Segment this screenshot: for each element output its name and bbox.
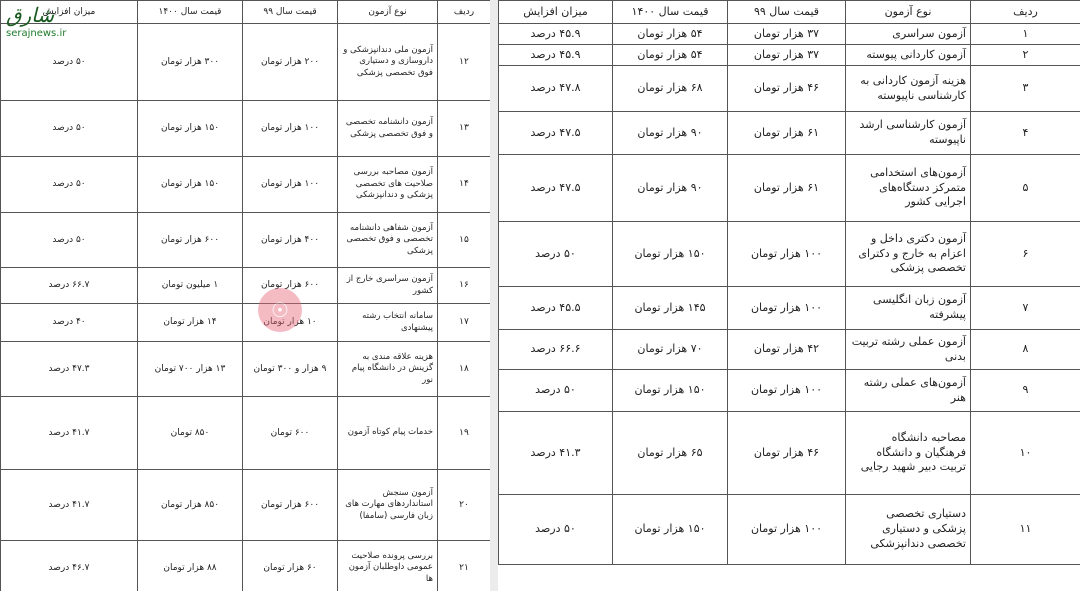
table-row <box>499 370 1080 412</box>
row-number-cell: ۱۰ <box>971 412 1080 495</box>
increase-cell: ۵۰ درصد <box>499 370 613 412</box>
header-row-number: ردیف <box>971 1 1080 24</box>
price-1400-cell: ۱۵۰ هزار تومان <box>613 222 728 287</box>
exam-type-cell: آزمون مصاحبه بررسی صلاحیت های تخصصی پزشکی و دندانپزشکی <box>338 157 438 213</box>
row-number-cell: ۷ <box>971 287 1080 330</box>
header-price-1400: قیمت سال ۱۴۰۰ <box>613 1 728 24</box>
table-row <box>499 330 1080 370</box>
increase-cell: ۴۱.۷ درصد <box>1 470 138 541</box>
increase-cell: ۵۰ درصد <box>1 101 138 157</box>
table-row <box>499 287 1080 330</box>
table-row <box>499 495 1080 565</box>
price-99-cell: ۴۲ هزار تومان <box>728 330 846 370</box>
increase-cell: ۴۵.۹ درصد <box>499 24 613 45</box>
table-row <box>1 304 491 342</box>
price-1400-cell: ۸۵۰ هزار تومان <box>138 470 243 541</box>
price-1400-cell: ۱۴۵ هزار تومان <box>613 287 728 330</box>
row-number-cell: ۱ <box>971 24 1080 45</box>
table-row <box>499 222 1080 287</box>
increase-cell: ۶۶.۶ درصد <box>499 330 613 370</box>
exam-type-cell: آزمون شفاهی دانشنامه تخصصی و فوق تخصصی پزشکی <box>338 213 438 268</box>
increase-cell: ۵۰ درصد <box>1 157 138 213</box>
price-99-cell: ۶۱ هزار تومان <box>728 155 846 222</box>
table-row <box>1 268 491 304</box>
price-99-cell: ۱۰۰ هزار تومان <box>243 101 338 157</box>
table-row <box>1 397 491 470</box>
price-99-cell: ۴۶ هزار تومان <box>728 412 846 495</box>
increase-cell: ۴۵.۵ درصد <box>499 287 613 330</box>
logo-site: serajnews.ir <box>6 28 67 39</box>
fee-table-part-2 <box>0 0 490 591</box>
price-1400-cell: ۱۳ هزار ۷۰۰ تومان <box>138 342 243 397</box>
table-row <box>1 157 491 213</box>
right-page <box>498 0 1080 591</box>
fee-table-part-1 <box>498 0 1080 565</box>
increase-cell: ۵۰ درصد <box>1 213 138 268</box>
row-number-cell: ۱۷ <box>438 304 491 342</box>
increase-cell: ۴۶.۷ درصد <box>1 541 138 591</box>
row-number-cell: ۱۴ <box>438 157 491 213</box>
exam-type-cell: آزمون کارشناسی ارشد ناپیوسته <box>846 112 971 155</box>
price-1400-cell: ۸۵۰ تومان <box>138 397 243 470</box>
header-exam-type: نوع آزمون <box>846 1 971 24</box>
price-99-cell: ۱۰۰ هزار تومان <box>728 222 846 287</box>
price-1400-cell: ۹۰ هزار تومان <box>613 112 728 155</box>
exam-type-cell: آزمون عملی رشته تربیت بدنی <box>846 330 971 370</box>
price-99-cell: ۱۰۰ هزار تومان <box>728 370 846 412</box>
increase-cell: ۴۰ درصد <box>1 304 138 342</box>
table-row <box>1 541 491 591</box>
price-99-cell: ۲۰۰ هزار تومان <box>243 24 338 101</box>
row-number-cell: ۱۶ <box>438 268 491 304</box>
increase-cell: ۴۵.۹ درصد <box>499 45 613 66</box>
price-99-cell: ۶۰۰ هزار تومان <box>243 268 338 304</box>
exam-type-cell: آزمون سنجش استانداردهای مهارت های زبان فارسی (سامفا) <box>338 470 438 541</box>
exam-type-cell: آزمون ملی دندانپزشکی و داروسازی و دستیاری فوق تخصصی پزشکی <box>338 24 438 101</box>
table-row <box>499 412 1080 495</box>
exam-type-cell: خدمات پیام کوتاه آزمون <box>338 397 438 470</box>
table-row <box>1 470 491 541</box>
exam-type-cell: مصاحبه دانشگاه فرهنگیان و دانشگاه تربیت دبیر شهید رجایی <box>846 412 971 495</box>
price-99-cell: ۹ هزار و ۳۰۰ تومان <box>243 342 338 397</box>
price-99-cell: ۶۱ هزار تومان <box>728 112 846 155</box>
exam-type-cell: سامانه انتخاب رشته پیشنهادی <box>338 304 438 342</box>
exam-type-cell: آزمون سراسری خارج از کشور <box>338 268 438 304</box>
increase-cell: ۴۱.۷ درصد <box>1 397 138 470</box>
exam-type-cell: بررسی پرونده صلاحیت عمومی داوطلبان آزمون ها <box>338 541 438 591</box>
row-number-cell: ۱۹ <box>438 397 491 470</box>
exam-type-cell: دستیاری تخصصی پزشکی و دستیاری تخصصی دندانپزشکی <box>846 495 971 565</box>
row-number-cell: ۴ <box>971 112 1080 155</box>
exam-type-cell: آزمون کاردانی پیوسته <box>846 45 971 66</box>
price-1400-cell: ۱۵۰ هزار تومان <box>138 157 243 213</box>
table-row <box>1 213 491 268</box>
price-99-cell: ۳۷ هزار تومان <box>728 24 846 45</box>
table-header-row <box>499 1 1080 24</box>
row-number-cell: ۵ <box>971 155 1080 222</box>
price-99-cell: ۱۰ هزار تومان <box>243 304 338 342</box>
increase-cell: ۴۷.۵ درصد <box>499 155 613 222</box>
header-increase: میزان افزایش <box>499 1 613 24</box>
table-row <box>499 155 1080 222</box>
increase-cell: ۴۷.۵ درصد <box>499 112 613 155</box>
price-1400-cell: ۱۴ هزار تومان <box>138 304 243 342</box>
row-number-cell: ۳ <box>971 66 1080 112</box>
price-1400-cell: ۵۴ هزار تومان <box>613 24 728 45</box>
price-1400-cell: ۹۰ هزار تومان <box>613 155 728 222</box>
header-increase: میزان افزایش <box>1 1 138 24</box>
exam-type-cell: آزمون دکتری داخل و اعزام به خارج و دکترای تخصصی پزشکی <box>846 222 971 287</box>
increase-cell: ۴۱.۳ درصد <box>499 412 613 495</box>
row-number-cell: ۱۸ <box>438 342 491 397</box>
increase-cell: ۴۷.۸ درصد <box>499 66 613 112</box>
price-1400-cell: ۶۵ هزار تومان <box>613 412 728 495</box>
watermark-icon: ☉ <box>258 288 302 332</box>
table-row <box>1 342 491 397</box>
exam-type-cell: آزمون دانشنامه تخصصی و فوق تخصصی پزشکی <box>338 101 438 157</box>
row-number-cell: ۶ <box>971 222 1080 287</box>
table-row <box>499 45 1080 66</box>
header-exam-type: نوع آزمون <box>338 1 438 24</box>
row-number-cell: ۱۱ <box>971 495 1080 565</box>
increase-cell: ۶۶.۷ درصد <box>1 268 138 304</box>
site-logo <box>6 2 104 50</box>
left-page <box>0 0 490 591</box>
row-number-cell: ۲۰ <box>438 470 491 541</box>
table-row <box>499 112 1080 155</box>
row-number-cell: ۹ <box>971 370 1080 412</box>
increase-cell: ۵۰ درصد <box>499 222 613 287</box>
price-1400-cell: ۶۰۰ هزار تومان <box>138 213 243 268</box>
price-99-cell: ۶۰۰ تومان <box>243 397 338 470</box>
header-price-99: قیمت سال ۹۹ <box>728 1 846 24</box>
header-price-99: قیمت سال ۹۹ <box>243 1 338 24</box>
table-row <box>1 101 491 157</box>
exam-type-cell: آزمون سراسری <box>846 24 971 45</box>
table-row <box>499 66 1080 112</box>
price-1400-cell: ۵۴ هزار تومان <box>613 45 728 66</box>
increase-cell: ۵۰ درصد <box>499 495 613 565</box>
page-divider <box>490 0 498 591</box>
price-1400-cell: ۱۵۰ هزار تومان <box>613 495 728 565</box>
price-1400-cell: ۷۰ هزار تومان <box>613 330 728 370</box>
row-number-cell: ۱۵ <box>438 213 491 268</box>
exam-type-cell: آزمون‌های عملی رشته هنر <box>846 370 971 412</box>
price-1400-cell: ۸۸ هزار تومان <box>138 541 243 591</box>
row-number-cell: ۲ <box>971 45 1080 66</box>
increase-cell: ۵۰ درصد <box>1 24 138 101</box>
price-1400-cell: ۱ میلیون تومان <box>138 268 243 304</box>
exam-type-cell: هزینه علاقه مندی به گزینش در دانشگاه پیام نور <box>338 342 438 397</box>
row-number-cell: ۸ <box>971 330 1080 370</box>
price-99-cell: ۶۰ هزار تومان <box>243 541 338 591</box>
price-1400-cell: ۱۵۰ هزار تومان <box>613 370 728 412</box>
price-99-cell: ۳۷ هزار تومان <box>728 45 846 66</box>
exam-type-cell: آزمون زبان انگلیسی پیشرفته <box>846 287 971 330</box>
logo-mark: شارق <box>6 3 55 27</box>
row-number-cell: ۲۱ <box>438 541 491 591</box>
header-price-1400: قیمت سال ۱۴۰۰ <box>138 1 243 24</box>
exam-type-cell: هزینه آزمون کاردانی به کارشناسی ناپیوسته <box>846 66 971 112</box>
price-1400-cell: ۱۵۰ هزار تومان <box>138 101 243 157</box>
increase-cell: ۴۷.۳ درصد <box>1 342 138 397</box>
price-99-cell: ۶۰۰ هزار تومان <box>243 470 338 541</box>
table-row <box>499 24 1080 45</box>
price-99-cell: ۱۰۰ هزار تومان <box>728 287 846 330</box>
price-99-cell: ۱۰۰ هزار تومان <box>243 157 338 213</box>
price-99-cell: ۴۰۰ هزار تومان <box>243 213 338 268</box>
price-1400-cell: ۳۰۰ هزار تومان <box>138 24 243 101</box>
price-99-cell: ۴۶ هزار تومان <box>728 66 846 112</box>
price-99-cell: ۱۰۰ هزار تومان <box>728 495 846 565</box>
header-row-number: ردیف <box>438 1 491 24</box>
row-number-cell: ۱۲ <box>438 24 491 101</box>
row-number-cell: ۱۳ <box>438 101 491 157</box>
price-1400-cell: ۶۸ هزار تومان <box>613 66 728 112</box>
exam-type-cell: آزمون‌های استخدامی متمرکز دستگاه‌های اجرایی کشور <box>846 155 971 222</box>
